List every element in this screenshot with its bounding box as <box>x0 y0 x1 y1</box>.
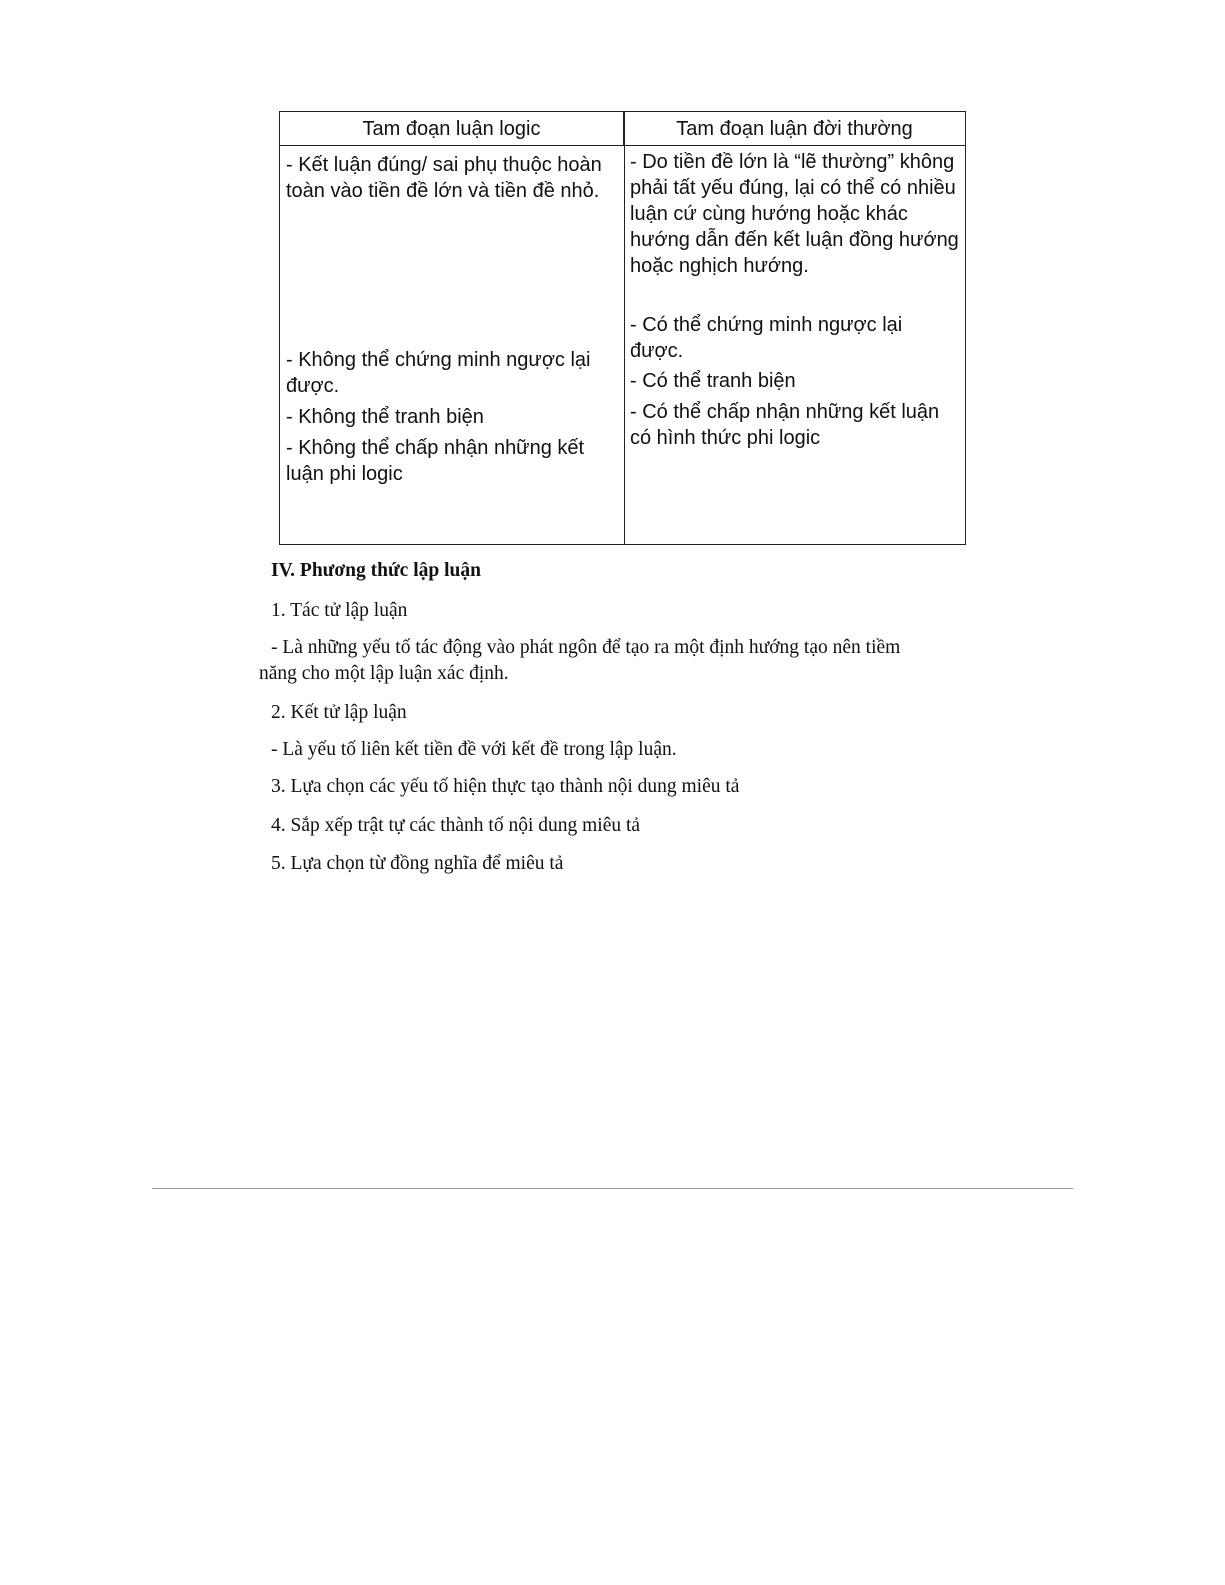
right-cell-item-3: - Có thể tranh biện <box>630 370 796 392</box>
item-3-title: 3. Lựa chọn các yếu tố hiện thực tạo thành nội dung miêu tả <box>271 776 740 797</box>
left-cell-item-1: - Kết luận đúng/ sai phụ thuộc hoàn toàn vào tiền đề lớn và tiền đề nhỏ. <box>286 154 602 202</box>
column-divider <box>624 112 625 544</box>
right-cell-item-1: - Do tiền đề lớn là “lẽ thường” không phải tất yếu đúng, lại có thể có nhiều luận cứ cùng hướng hoặc khác hướng dẫn đến kết luận đồng hướng hoặc nghịch hướng. <box>630 151 959 277</box>
left-cell-item-2: - Không thể chứng minh ngược lại được. <box>286 349 591 397</box>
left-cell-item-3: - Không thể tranh biện <box>286 406 484 428</box>
section-heading: IV. Phương thức lập luận <box>271 560 481 581</box>
comparison-table <box>279 111 966 545</box>
item-2-description: - Là yếu tố liên kết tiền đề với kết đề trong lập luận. <box>271 739 677 760</box>
item-1-description-line-1: - Là những yếu tố tác động vào phát ngôn để tạo ra một định hướng tạo nên tiềm <box>271 637 901 658</box>
right-cell-item-4: - Có thể chấp nhận những kết luận có hình thức phi logic <box>630 401 940 449</box>
page-footer-rule <box>152 1188 1073 1189</box>
item-1-description-line-2: năng cho một lập luận xác định. <box>259 663 509 684</box>
table-header-everyday: Tam đoạn luận đời thường <box>624 112 965 146</box>
item-1-title: 1. Tác tử lập luận <box>271 600 408 621</box>
table-header-logic: Tam đoạn luận logic <box>280 112 624 146</box>
right-cell-item-2: - Có thể chứng minh ngược lại được. <box>630 314 903 362</box>
left-cell-item-4: - Không thể chấp nhận những kết luận phi logic <box>286 437 585 485</box>
item-5-title: 5. Lựa chọn từ đồng nghĩa để miêu tả <box>271 853 564 874</box>
item-4-title: 4. Sắp xếp trật tự các thành tố nội dung miêu tả <box>271 815 641 836</box>
item-2-title: 2. Kết tử lập luận <box>271 702 407 723</box>
